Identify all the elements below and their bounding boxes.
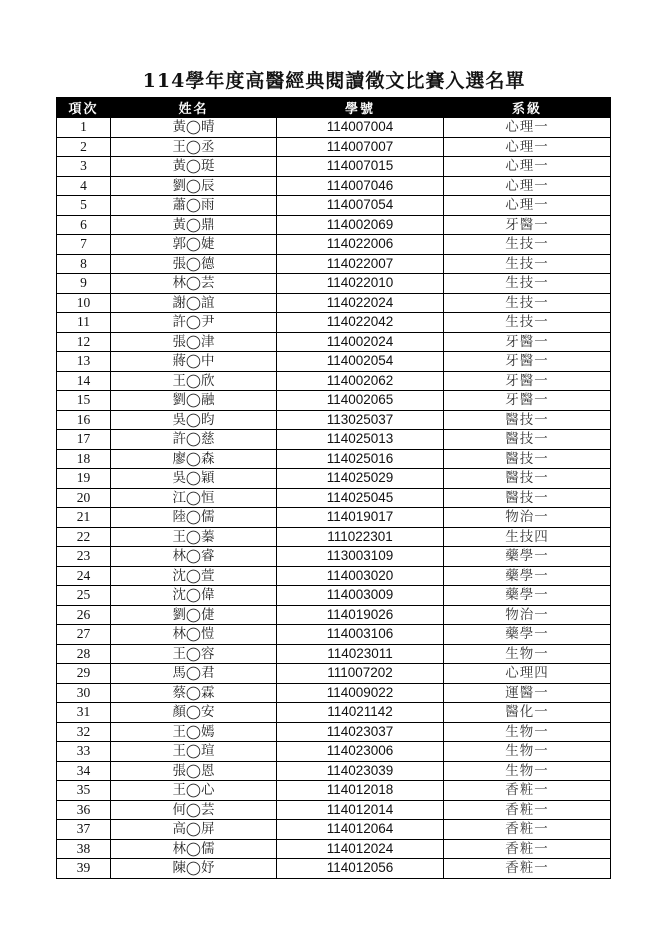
department: 生技一 bbox=[444, 274, 611, 294]
student-id: 114025029 bbox=[277, 469, 444, 489]
row-number: 39 bbox=[57, 859, 111, 879]
student-id: 114025013 bbox=[277, 430, 444, 450]
department: 心理一 bbox=[444, 176, 611, 196]
table-row bbox=[57, 664, 611, 684]
table-row bbox=[57, 625, 611, 645]
row-number: 31 bbox=[57, 703, 111, 723]
student-id: 114021142 bbox=[277, 703, 444, 723]
student-id: 114023011 bbox=[277, 644, 444, 664]
department: 心理四 bbox=[444, 664, 611, 684]
department: 生物一 bbox=[444, 742, 611, 762]
student-id: 114009022 bbox=[277, 683, 444, 703]
row-number: 26 bbox=[57, 605, 111, 625]
department: 醫技一 bbox=[444, 469, 611, 489]
student-id: 113025037 bbox=[277, 410, 444, 430]
table-row bbox=[57, 820, 611, 840]
student-id: 114007015 bbox=[277, 157, 444, 177]
header-row bbox=[57, 98, 611, 118]
student-name: 劉◯倢 bbox=[111, 605, 277, 625]
row-number: 13 bbox=[57, 352, 111, 372]
student-name: 沈◯萱 bbox=[111, 566, 277, 586]
row-number: 3 bbox=[57, 157, 111, 177]
table-row bbox=[57, 332, 611, 352]
department: 牙醫一 bbox=[444, 391, 611, 411]
student-name: 吳◯昀 bbox=[111, 410, 277, 430]
student-id: 114012064 bbox=[277, 820, 444, 840]
table-row bbox=[57, 566, 611, 586]
row-number: 38 bbox=[57, 839, 111, 859]
table-row bbox=[57, 137, 611, 157]
table-row bbox=[57, 352, 611, 372]
student-id: 114019017 bbox=[277, 508, 444, 528]
student-name: 王◯心 bbox=[111, 781, 277, 801]
student-id: 114023006 bbox=[277, 742, 444, 762]
row-number: 14 bbox=[57, 371, 111, 391]
table-row bbox=[57, 410, 611, 430]
student-id: 114022006 bbox=[277, 235, 444, 255]
table-row bbox=[57, 235, 611, 255]
header-student-id: 學號 bbox=[277, 98, 444, 118]
student-name: 沈◯偉 bbox=[111, 586, 277, 606]
table-row bbox=[57, 215, 611, 235]
student-name: 何◯芸 bbox=[111, 800, 277, 820]
row-number: 33 bbox=[57, 742, 111, 762]
row-number: 23 bbox=[57, 547, 111, 567]
department: 心理一 bbox=[444, 118, 611, 138]
department: 藥學一 bbox=[444, 547, 611, 567]
row-number: 8 bbox=[57, 254, 111, 274]
table-row bbox=[57, 761, 611, 781]
department: 醫技一 bbox=[444, 410, 611, 430]
document-title: 114學年度高醫經典閱讀徵文比賽入選名單 bbox=[142, 70, 526, 92]
student-id: 113003109 bbox=[277, 547, 444, 567]
row-number: 18 bbox=[57, 449, 111, 469]
row-number: 37 bbox=[57, 820, 111, 840]
header-department: 系級 bbox=[444, 98, 611, 118]
student-id: 114002054 bbox=[277, 352, 444, 372]
row-number: 12 bbox=[57, 332, 111, 352]
table-row bbox=[57, 488, 611, 508]
student-id: 111022301 bbox=[277, 527, 444, 547]
student-name: 蕭◯雨 bbox=[111, 196, 277, 216]
table-row bbox=[57, 430, 611, 450]
table-row bbox=[57, 644, 611, 664]
row-number: 35 bbox=[57, 781, 111, 801]
department: 運醫一 bbox=[444, 683, 611, 703]
row-number: 30 bbox=[57, 683, 111, 703]
row-number: 19 bbox=[57, 469, 111, 489]
row-number: 4 bbox=[57, 176, 111, 196]
table-row bbox=[57, 605, 611, 625]
table-row bbox=[57, 313, 611, 333]
table-row bbox=[57, 508, 611, 528]
finalist-table bbox=[56, 97, 611, 879]
header-no: 項次 bbox=[57, 98, 111, 118]
table-row bbox=[57, 859, 611, 879]
table-row bbox=[57, 118, 611, 138]
table-row bbox=[57, 196, 611, 216]
row-number: 5 bbox=[57, 196, 111, 216]
table-row bbox=[57, 800, 611, 820]
department: 牙醫一 bbox=[444, 352, 611, 372]
row-number: 29 bbox=[57, 664, 111, 684]
department: 生技一 bbox=[444, 235, 611, 255]
table-row bbox=[57, 254, 611, 274]
row-number: 32 bbox=[57, 722, 111, 742]
row-number: 34 bbox=[57, 761, 111, 781]
student-id: 114007054 bbox=[277, 196, 444, 216]
student-name: 蔡◯霖 bbox=[111, 683, 277, 703]
department: 生物一 bbox=[444, 761, 611, 781]
department: 心理一 bbox=[444, 196, 611, 216]
table-row bbox=[57, 722, 611, 742]
row-number: 6 bbox=[57, 215, 111, 235]
row-number: 15 bbox=[57, 391, 111, 411]
department: 香粧一 bbox=[444, 820, 611, 840]
student-id: 114007004 bbox=[277, 118, 444, 138]
student-name: 王◯蓁 bbox=[111, 527, 277, 547]
row-number: 36 bbox=[57, 800, 111, 820]
student-name: 王◯嫣 bbox=[111, 722, 277, 742]
table-row bbox=[57, 547, 611, 567]
table-body bbox=[57, 118, 611, 879]
student-id: 114003009 bbox=[277, 586, 444, 606]
table-row bbox=[57, 781, 611, 801]
table-row bbox=[57, 703, 611, 723]
department: 心理一 bbox=[444, 157, 611, 177]
student-name: 廖◯森 bbox=[111, 449, 277, 469]
student-id: 114007007 bbox=[277, 137, 444, 157]
department: 牙醫一 bbox=[444, 332, 611, 352]
student-name: 陸◯儒 bbox=[111, 508, 277, 528]
department: 生物一 bbox=[444, 644, 611, 664]
student-name: 王◯瑄 bbox=[111, 742, 277, 762]
row-number: 24 bbox=[57, 566, 111, 586]
department: 香粧一 bbox=[444, 800, 611, 820]
table-header bbox=[57, 98, 611, 118]
student-id: 114003106 bbox=[277, 625, 444, 645]
department: 藥學一 bbox=[444, 566, 611, 586]
student-id: 114022042 bbox=[277, 313, 444, 333]
student-name: 張◯津 bbox=[111, 332, 277, 352]
table-row bbox=[57, 157, 611, 177]
department: 藥學一 bbox=[444, 586, 611, 606]
row-number: 21 bbox=[57, 508, 111, 528]
student-name: 馬◯君 bbox=[111, 664, 277, 684]
table-row bbox=[57, 683, 611, 703]
student-name: 王◯丞 bbox=[111, 137, 277, 157]
table-row bbox=[57, 371, 611, 391]
student-name: 黃◯鼎 bbox=[111, 215, 277, 235]
student-id: 114022024 bbox=[277, 293, 444, 313]
table-row bbox=[57, 293, 611, 313]
student-name: 黃◯晴 bbox=[111, 118, 277, 138]
department: 生物一 bbox=[444, 722, 611, 742]
student-name: 許◯慈 bbox=[111, 430, 277, 450]
student-id: 114002069 bbox=[277, 215, 444, 235]
student-id: 114012014 bbox=[277, 800, 444, 820]
row-number: 7 bbox=[57, 235, 111, 255]
department: 生技四 bbox=[444, 527, 611, 547]
department: 牙醫一 bbox=[444, 371, 611, 391]
student-name: 江◯恒 bbox=[111, 488, 277, 508]
department: 醫技一 bbox=[444, 488, 611, 508]
row-number: 27 bbox=[57, 625, 111, 645]
student-name: 陳◯妤 bbox=[111, 859, 277, 879]
table-row bbox=[57, 469, 611, 489]
student-id: 114022010 bbox=[277, 274, 444, 294]
department: 物治一 bbox=[444, 605, 611, 625]
department: 香粧一 bbox=[444, 859, 611, 879]
table-row bbox=[57, 391, 611, 411]
department: 醫技一 bbox=[444, 430, 611, 450]
student-id: 114025016 bbox=[277, 449, 444, 469]
row-number: 9 bbox=[57, 274, 111, 294]
student-id: 114002062 bbox=[277, 371, 444, 391]
student-name: 顏◯安 bbox=[111, 703, 277, 723]
row-number: 11 bbox=[57, 313, 111, 333]
student-id: 114012018 bbox=[277, 781, 444, 801]
table-row bbox=[57, 527, 611, 547]
student-id: 114023039 bbox=[277, 761, 444, 781]
student-id: 114012024 bbox=[277, 839, 444, 859]
student-name: 王◯容 bbox=[111, 644, 277, 664]
student-name: 吳◯穎 bbox=[111, 469, 277, 489]
department: 香粧一 bbox=[444, 839, 611, 859]
row-number: 17 bbox=[57, 430, 111, 450]
row-number: 16 bbox=[57, 410, 111, 430]
department: 物治一 bbox=[444, 508, 611, 528]
student-id: 114007046 bbox=[277, 176, 444, 196]
department: 生技一 bbox=[444, 313, 611, 333]
student-name: 林◯芸 bbox=[111, 274, 277, 294]
student-id: 114012056 bbox=[277, 859, 444, 879]
row-number: 2 bbox=[57, 137, 111, 157]
department: 醫化一 bbox=[444, 703, 611, 723]
department: 生技一 bbox=[444, 293, 611, 313]
table-row bbox=[57, 449, 611, 469]
student-name: 劉◯辰 bbox=[111, 176, 277, 196]
student-name: 黃◯珽 bbox=[111, 157, 277, 177]
student-id: 111007202 bbox=[277, 664, 444, 684]
student-name: 王◯欣 bbox=[111, 371, 277, 391]
department: 牙醫一 bbox=[444, 215, 611, 235]
student-name: 謝◯誼 bbox=[111, 293, 277, 313]
table-row bbox=[57, 742, 611, 762]
table-row bbox=[57, 274, 611, 294]
student-name: 郭◯婕 bbox=[111, 235, 277, 255]
student-id: 114019026 bbox=[277, 605, 444, 625]
row-number: 28 bbox=[57, 644, 111, 664]
student-id: 114002065 bbox=[277, 391, 444, 411]
student-id: 114002024 bbox=[277, 332, 444, 352]
header-name: 姓名 bbox=[111, 98, 277, 118]
student-name: 劉◯融 bbox=[111, 391, 277, 411]
student-id: 114023037 bbox=[277, 722, 444, 742]
student-id: 114022007 bbox=[277, 254, 444, 274]
student-name: 林◯愷 bbox=[111, 625, 277, 645]
student-name: 高◯屏 bbox=[111, 820, 277, 840]
student-name: 許◯尹 bbox=[111, 313, 277, 333]
student-name: 張◯恩 bbox=[111, 761, 277, 781]
student-name: 林◯儒 bbox=[111, 839, 277, 859]
department: 心理一 bbox=[444, 137, 611, 157]
table-row bbox=[57, 586, 611, 606]
row-number: 1 bbox=[57, 118, 111, 138]
student-name: 蔣◯中 bbox=[111, 352, 277, 372]
student-name: 林◯睿 bbox=[111, 547, 277, 567]
row-number: 22 bbox=[57, 527, 111, 547]
student-id: 114003020 bbox=[277, 566, 444, 586]
department: 藥學一 bbox=[444, 625, 611, 645]
student-id: 114025045 bbox=[277, 488, 444, 508]
student-name: 張◯德 bbox=[111, 254, 277, 274]
row-number: 10 bbox=[57, 293, 111, 313]
department: 生技一 bbox=[444, 254, 611, 274]
department: 香粧一 bbox=[444, 781, 611, 801]
row-number: 25 bbox=[57, 586, 111, 606]
table-row bbox=[57, 839, 611, 859]
row-number: 20 bbox=[57, 488, 111, 508]
department: 醫技一 bbox=[444, 449, 611, 469]
table-row bbox=[57, 176, 611, 196]
